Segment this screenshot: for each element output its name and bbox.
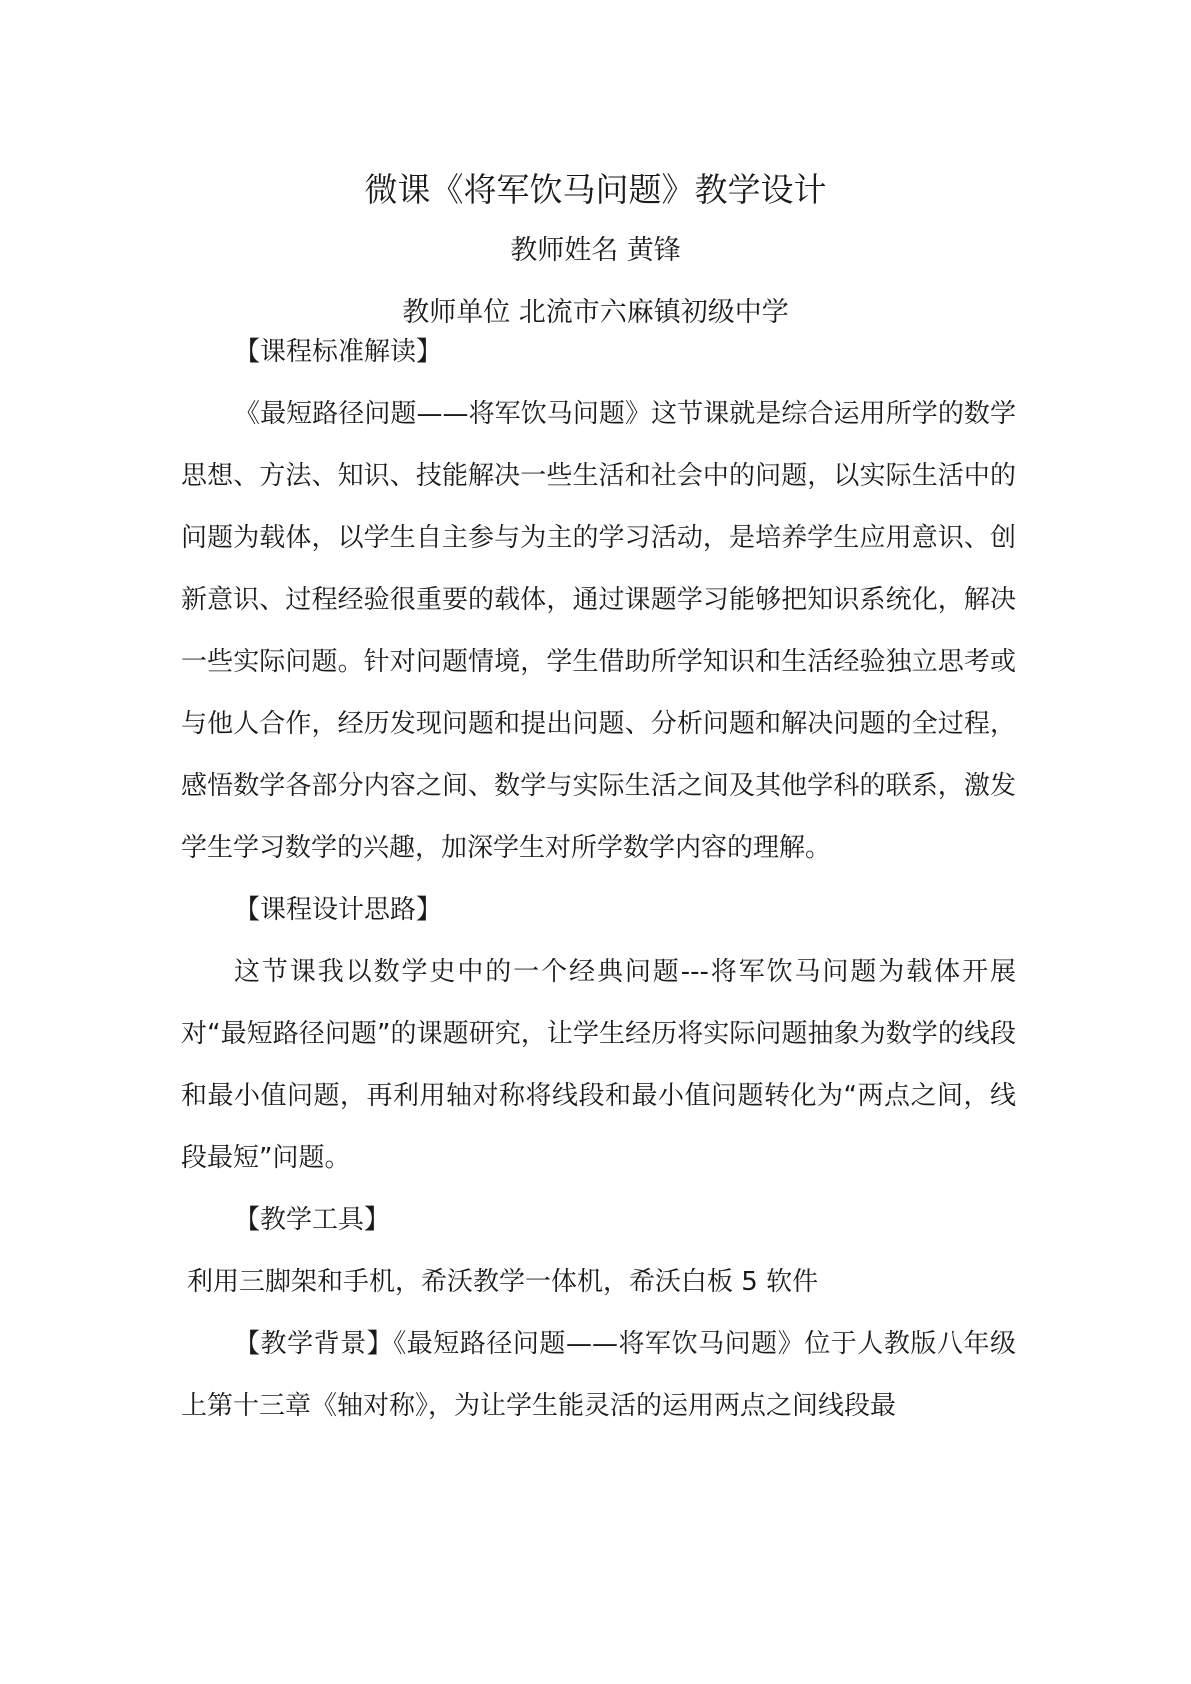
- section-background: [181, 1313, 1016, 1437]
- section-text-standard: 《最短路径问题——将军饮马问题》这节课就是综合运用所学的数学思想、方法、知识、技能解决一些生活和社会中的问题，以实际生活中的问题为载体，以学生自主参与为主的学习活动，是培养学生应用意识、创新意识、过程经验很重要的载体，通过课题学习能够把知识系统化，解决一些实际问题。针对问题情境，学生借助所学知识和生活经验独立思考或与他人合作，经历发现问题和提出问题、分析问题和解决问题的全过程，感悟数学各部分内容之间、数学与实际生活之间及其他学科的联系，激发学生学习数学的兴趣，加深学生对所学数学内容的理解。: [181, 399, 1016, 863]
- section-text-design: 这节课我以数学史中的一个经典问题---将军饮马问题为载体开展对“最短路径问题”的课题研究，让学生经历将实际问题抽象为数学的线段和最小值问题，再利用轴对称将线段和最小值问题转化为“两点之间，线段最短”问题。: [181, 957, 1016, 1173]
- teacher-unit: 教师单位 北流市六麻镇初级中学: [402, 297, 789, 328]
- section-text-tools: 利用三脚架和手机，希沃教学一体机，希沃白板 5 软件: [187, 1267, 819, 1297]
- teacher-name: 教师姓名 黄锋: [510, 235, 681, 266]
- section-heading-tools: 【教学工具】: [234, 1205, 391, 1235]
- section-heading-standard: 【课程标准解读】: [234, 337, 443, 367]
- section-heading-background: 【教学背景】: [234, 1329, 394, 1359]
- section-text-background: 《最短路径问题——将军饮马问题》位于人教版八年级上第十三章《轴对称》，为让学生能灵活的运用两点之间线段最: [181, 1329, 1016, 1421]
- document-title: 微课《将军饮马问题》教学设计: [364, 170, 827, 209]
- document-body: [181, 321, 1016, 1437]
- section-heading-design: 【课程设计思路】: [234, 895, 443, 925]
